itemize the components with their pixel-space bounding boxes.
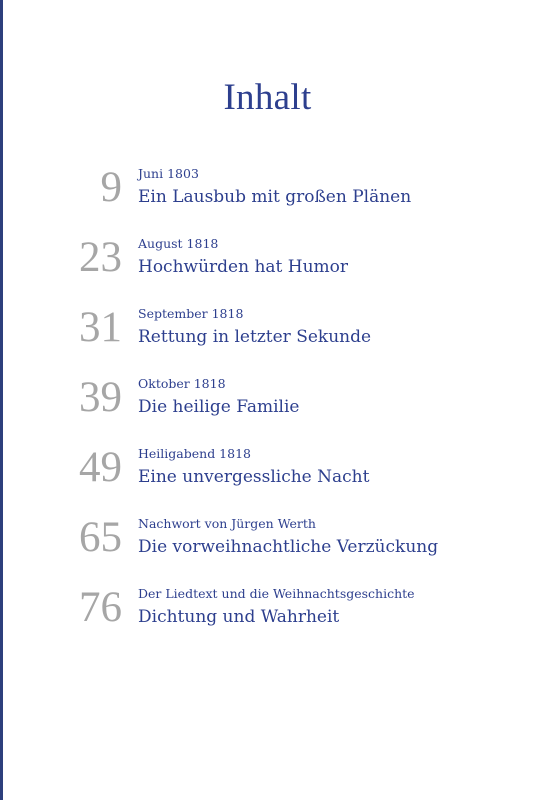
toc-date: August 1818 xyxy=(138,236,219,251)
toc-page-number: 49 xyxy=(79,444,122,491)
toc-entry[interactable] xyxy=(0,236,535,306)
table-of-contents xyxy=(0,166,535,656)
toc-page-number: 39 xyxy=(79,374,122,421)
toc-chapter-title: Die vorweihnachtliche Verzückung xyxy=(138,537,439,557)
toc-date: Oktober 1818 xyxy=(138,376,226,391)
toc-entry[interactable] xyxy=(0,586,535,656)
toc-chapter-title: Die heilige Familie xyxy=(138,397,300,417)
toc-date: Juni 1803 xyxy=(138,166,199,181)
toc-chapter-title: Rettung in letzter Sekunde xyxy=(138,327,372,347)
toc-date: Nachwort von Jürgen Werth xyxy=(138,516,316,531)
toc-entry[interactable] xyxy=(0,306,535,376)
toc-page-number: 9 xyxy=(100,164,122,211)
toc-entry[interactable] xyxy=(0,376,535,446)
toc-chapter-title: Ein Lausbub mit großen Plänen xyxy=(138,187,412,207)
toc-chapter-title: Hochwürden hat Humor xyxy=(138,257,349,277)
toc-entry[interactable] xyxy=(0,516,535,586)
toc-entry[interactable] xyxy=(0,166,535,236)
toc-date: September 1818 xyxy=(138,306,244,321)
page-title: Inhalt xyxy=(223,77,312,118)
toc-page-number: 65 xyxy=(79,514,122,561)
toc-chapter-title: Dichtung und Wahrheit xyxy=(138,607,340,627)
toc-chapter-title: Eine unvergessliche Nacht xyxy=(138,467,370,487)
toc-page-number: 31 xyxy=(79,304,122,351)
toc-date: Der Liedtext und die Weihnachtsgeschichte xyxy=(138,586,415,601)
toc-date: Heiligabend 1818 xyxy=(138,446,251,461)
toc-page-number: 76 xyxy=(79,584,122,631)
toc-entry[interactable] xyxy=(0,446,535,516)
toc-page-number: 23 xyxy=(79,234,122,281)
